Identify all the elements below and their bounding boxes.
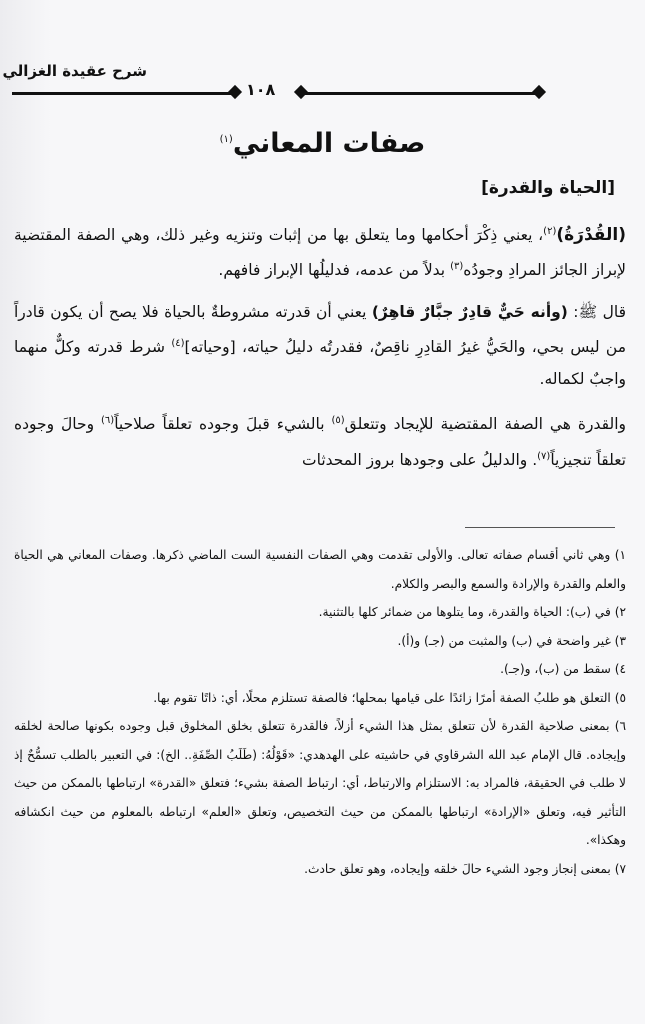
ornament-diamond [294,85,308,99]
book-title: شرح عقيدة الغزالي [2,62,147,80]
chapter-title [0,128,645,159]
paragraph-text: بالشيء قبلَ وجوده تعلقاً صلاحياً [114,415,332,434]
paragraph [14,216,626,286]
footnote: ٢) في (ب): الحياة والقدرة، وما يتلوها من ضمائر كلها بالتثنية. [318,605,626,619]
paragraph-text: قال ﷺ: [567,303,626,322]
footnote-ref: (٣) [450,261,464,273]
footnote: ٤) سقط من (ب)، و(جـ). [500,662,626,676]
header-rule-right [300,92,538,95]
page-number: ١٠٨ [246,80,276,99]
paragraph-text: . والدليلُ على وجودها بروز المحدثات [302,450,538,469]
footnote-ref: (٥) [331,415,345,427]
paragraph-text: وحالَ وجوده تعلقاً تنجيزياً [14,415,626,469]
footnote: ١) وهي ثاني أقسام صفاته تعالى. والأولى تقدمت وهي الصفات النفسية الست الماضي ذكرها. وصفات المعاني هي الحياة والعلم والقدرة والإرادة والسمع والبصر والكلام. [14,548,626,591]
lead-term: (القُدْرَةُ) [556,225,626,246]
footnote: ٧) بمعنى إنجاز وجود الشيء حالَ خلقه وإيجاده، وهو تعلق حادث. [304,861,626,876]
ornament-diamond [532,85,546,99]
paragraph-text: شرط قدرته وكلٌّ منهما واجبٌ لكماله. [14,338,626,389]
ornament-diamond [228,85,242,99]
footnote-ref: (٧) [537,450,551,462]
quoted-text: (وأنه حَيٌّ قادِرٌ جبَّارٌ قاهِرٌ) [371,303,568,322]
paragraph-text: يعني أن قدرته مشروطةٌ بالحياة فلا يصح أن يكون قادراً من ليس بحي، والحَيُّ غيرُ القادِرِ ناقِصٌ، فقدرتُه دليلُ حياته، [وحياته] [14,303,626,357]
footnote-divider [465,527,615,528]
paragraph-text: بدلاً من عدمه، فدليلُها الإبراز فافهم. [218,261,451,280]
footnote: ٥) التعلق هو طلبُ الصفة أمرًا زائدًا على قيامها بمحلها؛ فالصفة تستلزم محلًا، أي: ذاتًا تقوم بها. [153,690,626,705]
chapter-title-text: صفات المعاني [232,128,426,159]
footnote-ref: (٦) [101,415,115,427]
footnote: ٣) غير واضحة في (ب) والمثبت من (جـ) و(أ). [397,633,626,648]
header-rule-left [12,92,234,95]
paragraph-text: ، يعني ذِكْرَ أحكامها وما يتعلق بها من إثبات وتنزيه وغير ذلك، وهي الصفة المقتضية لإبراز الجائز المرادِ وجودُه [14,226,626,280]
footnote-ref: (٢) [543,226,557,237]
paragraph [14,405,626,475]
main-text [14,216,626,486]
section-subtitle: [الحياة والقدرة] [481,178,615,198]
paragraph [14,296,626,395]
footnote-ref: (١) [219,134,233,145]
footnote-ref: (٤) [171,338,185,350]
paragraph-text: والقدرة هي الصفة المقتضية للإيجاد وتتعلق [344,415,626,434]
page-header [0,60,645,110]
footnotes [14,541,626,883]
footnote: ٦) بمعنى صلاحية القدرة لأن تتعلق بمثل هذا الشيء أزلاً، فالقدرة تتعلق بخلق المخلوق قبل وجوده بكونها صالحة لخلقه وإيجاده. قال الإمام عبد الله الشرقاوي في حاشيته على الهدهدي: «قَوْلُهُ: (طَلَبُ الصِّفَةِ.. الخ): في التعبير بالطلب تسمُّحٌ إذ لا طلب في الحقيقة، فالمراد به: الاستلزام والارتباط، أي: ارتباط الصفة بشيء؛ فتعلق «القدرة» ارتباطها بالممكن من حيث التأثير فيه، وتعلق «الإرادة» ارتباطها بالممكن من حيث التخصيص، وتعلق «العلم» ارتباطه بالمعلوم من حيث انكشافه وهكذا». [14,719,626,847]
